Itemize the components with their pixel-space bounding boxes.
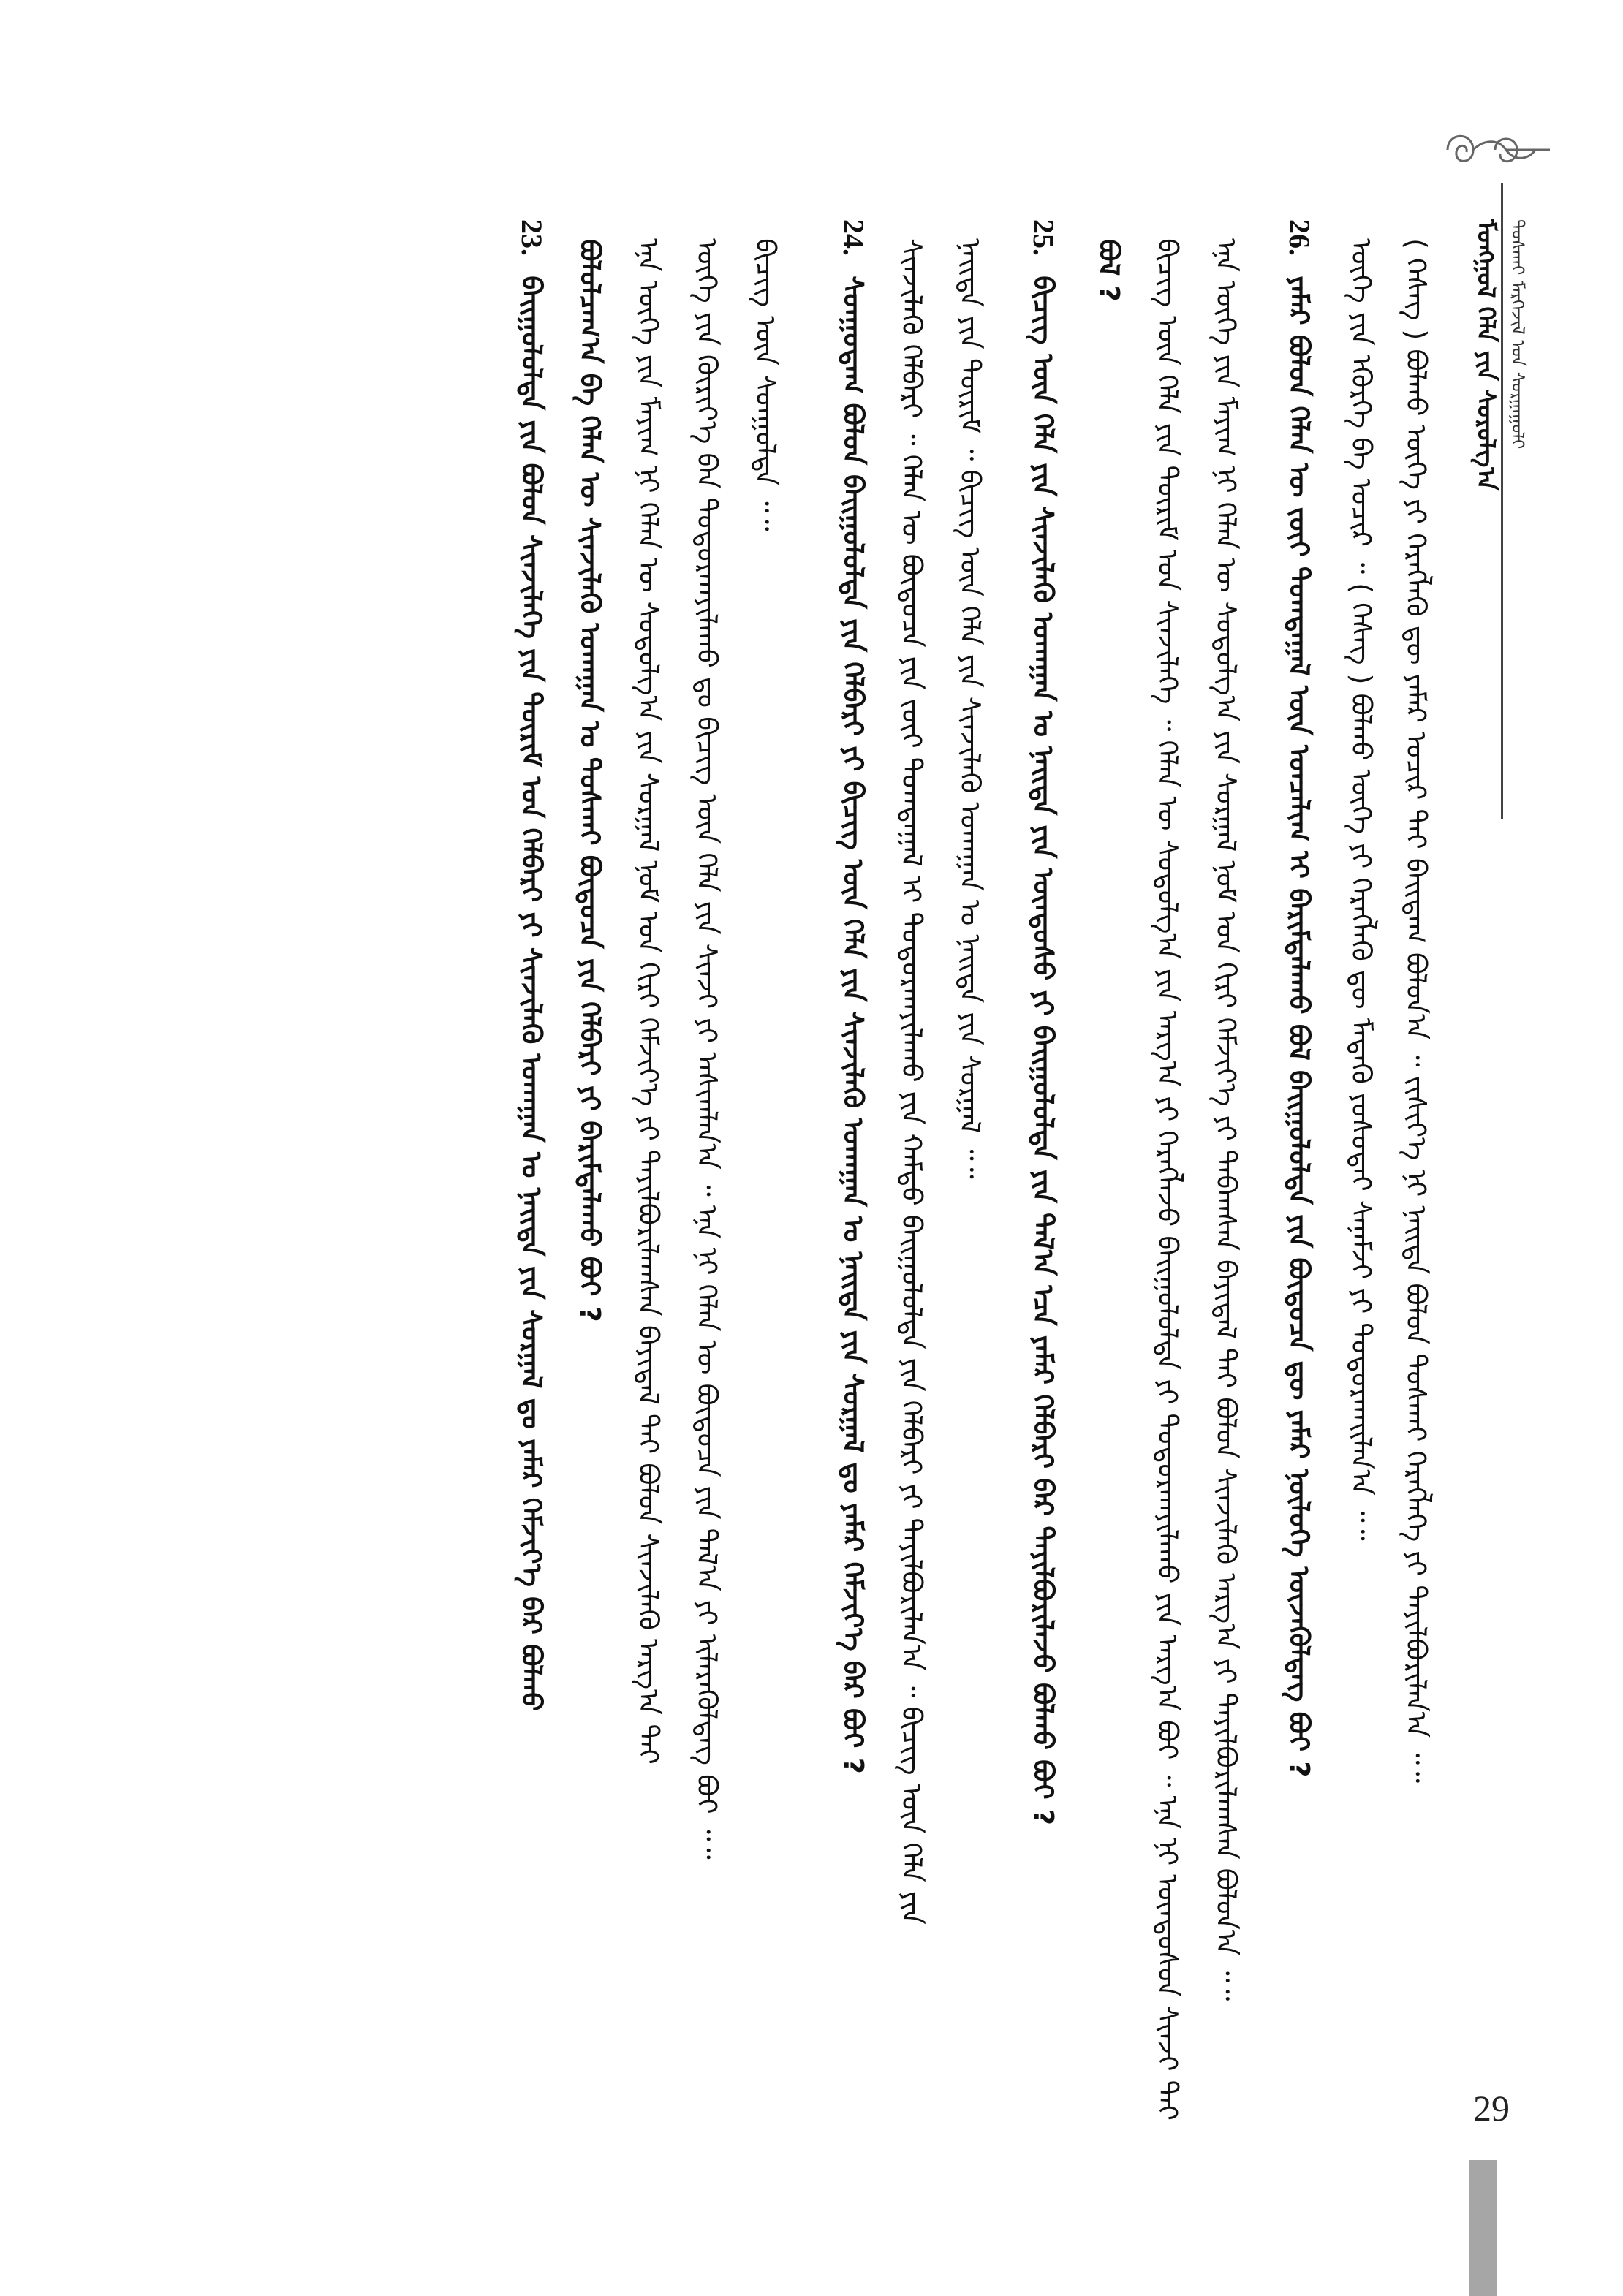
paragraph-text: ᠪᠢᠴᠢᠭ ᠦᠨ ᠬᠡᠯᠡ ᠶᠢᠨ ᠳᠦᠷᠢᠮ ᠤᠨ ᠰᠢᠨᠵᠢᠯᠡᠭᠡ ᠃ ᠬᠡᠯᠡᠨ ᠦ ᠰᠤᠳᠤᠯᠭ᠎ᠠ ᠶᠢᠨ ᠠᠷᠭ᠎ᠠ ᠶᠢ ᠬᠡᠷᠡᠭᠯᠡᠵᠦ ᠪᠠᠢᠭᠤᠯᠤᠯᠲᠠ ᠶᠢ ᠲᠣᠳᠣᠷᠬᠠᠶᠢᠯᠠᠬᠤ ᠶᠢᠨ ᠠᠷᠭ᠎ᠠ ᠪᠤᠢ ᠃ ᠡᠨᠡ ᠨᠢ ᠦᠨᠳᠦᠰᠦᠨ ᠰᠢᠨᠵᠢ ᠲᠠᠢ bbox=[1151, 238, 1184, 2121]
paragraph-text: ᠦᠭᠡ ᠶᠢᠨ ᠡᠭᠦᠷᠭᠡ ᠪᠠ ᠤᠴᠢᠷ ᠃ ( ᠬᠡᠰᠡᠭ ) ᠪᠣᠯᠬᠤ ᠦᠭᠡ ᠶᠢ ᠬᠡᠷᠡᠭᠯᠡᠬᠦ ᠳᠦ ᠮᠡᠳᠡᠬᠦ ᠶᠣᠰᠣᠳᠠᠢ ᠰᠠᠨᠠᠮᠵᠢ ᠶᠢ ᠲᠣᠳᠣᠷᠬᠠᠢᠯᠠᠨ᠎ᠠ ᠃᠃ bbox=[1345, 238, 1377, 1541]
paragraph-text: ( ᠬᠡᠰᠡᠭ ) ᠪᠣᠯᠬᠤ ᠦᠭᠡ ᠶᠢ ᠬᠡᠷᠡᠭᠯᠡᠬᠦ ᠳᠦ ᠶᠠᠮᠠᠷ ᠤᠴᠢᠷ ᠲᠠᠢ ᠪᠠᠢᠳᠠᠭ ᠪᠣᠯᠣᠨ᠎ᠠ ᠃ ᠵᠢᠱᠢᠶ᠎ᠡ ᠨᠢ ᠨᠡᠢᠲᠡ ᠪᠣᠯᠤᠨ ᠲᠤᠰᠬᠠᠢ ᠬᠡᠷᠡᠭᠯᠡᠭᠡ ᠶᠢ ᠲᠠᠶᠢᠯᠪᠤᠷᠢᠯᠠᠨ᠎ᠠ ᠃᠃ bbox=[1400, 238, 1432, 1784]
paragraph-text: ᠪᠣᠯᠣᠯᠴᠠᠭ᠎ᠠ ᠪᠠ ᠬᠡᠯᠡᠨ ᠦ ᠰᠢᠨᠵᠢᠯᠡᠬᠦ ᠤᠬᠠᠭᠠᠨ ᠤ ᠲᠤᠰᠬᠠᠢ ᠪᠦᠲᠦᠴᠡ ᠶᠢᠨ ᠬᠡᠯᠪᠡᠷᠢ ᠶᠢ ᠪᠠᠷᠢᠮᠲᠠᠯᠠᠬᠤ ᠪᠤᠢ ? bbox=[574, 239, 606, 1322]
text-column bbox=[1338, 219, 1389, 2134]
question-text: ᠪᠠᠢᠭᠤᠯᠤᠯᠲᠠ ᠶᠢᠨ ᠪᠣᠯᠣᠨ ᠰᠢᠨᠵᠢᠯᠡᠭᠡ ᠶᠢᠨ ᠳᠦᠷᠢᠮ ᠤᠨ ᠬᠡᠯᠪᠡᠷᠢ ᠶᠢ ᠰᠢᠨᠵᠢᠯᠡᠬᠦ ᠤᠬᠠᠭᠠᠨ ᠤ ᠨᠡᠢᠲᠡ ᠶᠢᠨ ᠰᠤᠷᠭᠠᠯ ᠳᠤ ᠶᠠᠮᠠᠷ ᠬᠡᠮᠵᠢᠶ᠎ᠡ ᠪᠡᠷ ᠪᠣᠯᠬᠤ bbox=[515, 276, 548, 1712]
text-column bbox=[684, 219, 735, 2134]
text-column bbox=[1144, 219, 1195, 2134]
question-number: 26. bbox=[1283, 219, 1316, 256]
question-number: 24. bbox=[837, 219, 870, 256]
question-26 bbox=[1276, 219, 1327, 2134]
paragraph-text: ᠡᠨᠡ ᠦᠭᠡ ᠶᠢᠨ ᠮᠠᠶᠢᠭ ᠨᠢ ᠬᠡᠯᠡᠨ ᠦ ᠰᠤᠳᠤᠯᠭ᠎ᠠ ᠶᠢᠨ ᠰᠤᠷᠭᠠᠯ ᠨᠣᠮ ᠤᠨ ᠬᠢᠷᠢ ᠬᠡᠮᠵᠢᠶ᠎ᠡ ᠶᠢ ᠲᠠᠶᠢᠯᠪᠤᠷᠢᠯᠠᠭᠰᠠᠨ ᠪᠠᠶᠢᠳᠠᠯ ᠲᠠᠢ ᠪᠣᠯᠤᠨ ᠰᠢᠨᠵᠢᠯᠡᠬᠦ ᠠᠷᠭ᠎ᠠ ᠲᠠᠢ bbox=[632, 238, 665, 1765]
running-head-title: ᠮᠣᠩᠭᠣᠯ ᠬᠡᠯᠡ ᠶᠢᠨ ᠰᠤᠷᠤᠯᠭ᠎ᠠ bbox=[1471, 219, 1500, 490]
page-number: 29 bbox=[1473, 2088, 1510, 2129]
question-text: ᠶᠠᠮᠠᠷ ᠪᠣᠯᠣᠨ ᠬᠡᠯᠡᠨ ᠦ ᠵᠦᠢ ᠲᠣᠭᠲᠠᠭᠠᠯ ᠦᠨ ᠣᠨᠴᠠᠯᠢᠭ ᠢ ᠪᠠᠷᠢᠮᠲᠠᠯᠠᠬᠤ ᠪᠣᠯ ᠪᠠᠢᠭᠤᠯᠤᠯᠲᠠ ᠶᠢᠨ ᠪᠦᠲᠦᠴᠡ ᠳᠦ ᠶᠠᠮᠠᠷ ᠨᠥᠯᠦᠭᠡ ᠦᠵᠡᠭᠦᠯᠳᠡᠭ ᠪᠤᠢ ? bbox=[1283, 276, 1315, 1778]
paragraph-text: ᠰᠢᠨᠵᠢᠯᠡᠬᠦ ᠬᠡᠯᠪᠡᠷᠢ ᠃ ᠬᠡᠯᠡᠨ ᠦ ᠪᠦᠲᠦᠴᠡ ᠶᠢᠨ ᠵᠦᠢ ᠲᠣᠭᠲᠠᠭᠠᠯ ᠢ ᠲᠣᠳᠣᠷᠬᠠᠶᠢᠯᠠᠬᠤ ᠶᠢᠨ ᠬᠠᠮᠲᠤ ᠪᠠᠢᠭᠤᠯᠤᠯᠲᠠ ᠶᠢᠨ ᠬᠡᠯᠪᠡᠷᠢ ᠶᠢ ᠲᠠᠶᠢᠯᠪᠤᠷᠢᠯᠠᠨ᠎ᠠ ᠃ ᠪᠢᠴᠢᠭ ᠦᠨ ᠬᠡᠯᠡ ᠶᠢᠨ bbox=[896, 238, 928, 1925]
ornament-icon bbox=[1433, 117, 1557, 183]
body-text bbox=[186, 219, 1444, 2134]
question-number: 23. bbox=[515, 219, 548, 256]
paragraph-text: ᠨᠡᠢᠲᠡ ᠶᠢᠨ ᠳᠦᠷᠢᠮ ᠃ ᠪᠢᠴᠢᠭ ᠦᠨ ᠬᠡᠯᠡ ᠶᠢᠨ ᠰᠢᠨᠵᠢᠯᠡᠬᠦ ᠤᠬᠠᠭᠠᠨ ᠤ ᠨᠡᠢᠲᠡ ᠶᠢᠨ ᠰᠤᠷᠭᠠᠯ ᠃᠃ bbox=[954, 238, 986, 1179]
running-head-subtitle: ᠲᠤᠰᠬᠠᠢ ᠮᠡᠷᠭᠡᠵᠢᠯ ᠤᠨ ᠰᠤᠷᠭᠠᠭᠤᠯᠢ bbox=[1507, 219, 1528, 450]
question-number: 25. bbox=[1027, 219, 1060, 256]
question-text: ᠪᠢᠴᠢᠭ ᠦᠨ ᠬᠡᠯᠡ ᠶᠢᠨ ᠰᠢᠨᠵᠢᠯᠡᠬᠦ ᠤᠬᠠᠭᠠᠨ ᠤ ᠨᠡᠢᠲᠡ ᠶᠢᠨ ᠦᠨᠳᠦᠰᠦ ᠶᠢ ᠪᠠᠢᠭᠤᠯᠤᠯᠲᠠ ᠶᠢᠨ ᠲᠠᠯ᠎ᠠ ᠡᠴᠡ ᠶᠠᠮᠠᠷ ᠬᠡᠯᠪᠡᠷᠢ ᠪᠡᠷ ᠲᠠᠶᠢᠯᠪᠤᠷᠢᠯᠠᠵᠤ ᠪᠣᠯᠬᠤ ᠪᠤᠢ ? bbox=[1027, 276, 1059, 1825]
text-column bbox=[1393, 219, 1444, 2134]
paragraph-text: ᠦᠭᠡ ᠶᠢᠨ ᠬᠦᠷᠢᠶ᠎ᠡ ᠪᠡᠨ ᠲᠣᠳᠣᠷᠬᠠᠶᠢᠯᠠᠬᠤ ᠳᠤ ᠪᠢᠴᠢᠭ ᠦᠨ ᠬᠡᠯᠡ ᠶᠢᠨ ᠰᠢᠨᠵᠢ ᠶᠢ ᠠᠰᠢᠭᠯᠠᠨ᠎ᠠ ᠃ ᠡᠨᠡ ᠨᠢ ᠬᠡᠯᠡᠨ ᠦ ᠪᠦᠲᠦᠴᠡ ᠶᠢᠨ ᠲᠠᠯ᠎ᠠ ᠶᠢ ᠢᠯᠡᠷᠡᠭᠦᠯᠳᠡᠭ ᠪᠤᠢ ᠃᠃ bbox=[691, 238, 723, 1860]
text-column bbox=[1203, 219, 1254, 2134]
paragraph-text: ᠪᠣᠯ ? bbox=[1093, 239, 1125, 302]
paragraph-text: ᠪᠢᠴᠢᠭ ᠦᠨ ᠰᠣᠨᠭᠣᠯᠲᠠ ᠃᠃ bbox=[749, 238, 782, 531]
text-column bbox=[947, 219, 998, 2134]
running-head bbox=[1469, 219, 1543, 877]
text-column bbox=[742, 219, 793, 2134]
text-column bbox=[888, 219, 939, 2134]
question-25 bbox=[1020, 219, 1071, 2134]
page-edge-tab bbox=[1469, 2160, 1497, 2296]
text-column bbox=[625, 219, 676, 2134]
question-24 bbox=[830, 219, 881, 2134]
question-text: ᠰᠣᠨᠭᠣᠳᠠᠭ ᠪᠣᠯᠤᠨ ᠪᠠᠢᠭᠤᠯᠤᠯᠲᠠ ᠶᠢᠨ ᠬᠡᠯᠪᠡᠷᠢ ᠶᠢ ᠪᠢᠴᠢᠭ ᠦᠨ ᠬᠡᠯᠡ ᠶᠢᠨ ᠰᠢᠨᠵᠢᠯᠡᠬᠦ ᠤᠬᠠᠭᠠᠨ ᠤ ᠨᠡᠢᠲᠡ ᠶᠢᠨ ᠰᠤᠷᠭᠠᠯ ᠳᠤ ᠶᠠᠮᠠᠷ ᠬᠡᠮᠵᠢᠶ᠎ᠡ ᠪᠡᠷ ᠪᠤᠢ ? bbox=[837, 276, 869, 1774]
text-column bbox=[1086, 219, 1137, 2134]
text-column bbox=[567, 219, 618, 2134]
question-23 bbox=[508, 219, 559, 2134]
paragraph-text: ᠡᠨᠡ ᠦᠭᠡ ᠶᠢᠨ ᠮᠠᠶᠢᠭ ᠨᠢ ᠬᠡᠯᠡᠨ ᠦ ᠰᠤᠳᠤᠯᠭ᠎ᠠ ᠶᠢᠨ ᠰᠤᠷᠭᠠᠯ ᠨᠣᠮ ᠤᠨ ᠬᠢᠷᠢ ᠬᠡᠮᠵᠢᠶ᠎ᠡ ᠶᠢ ᠳᠠᠪᠠᠭᠰᠠᠨ ᠪᠠᠶᠢᠳᠠᠯ ᠲᠠᠢ ᠪᠣᠯᠤᠨ ᠰᠢᠨᠵᠢᠯᠡᠬᠦ ᠠᠷᠭ᠎ᠠ ᠶᠢ ᠲᠠᠶᠢᠯᠪᠤᠷᠢᠯᠠᠭᠰᠠᠨ ᠪᠣᠯᠣᠨ᠎ᠠ ᠃᠃ bbox=[1210, 238, 1242, 2001]
